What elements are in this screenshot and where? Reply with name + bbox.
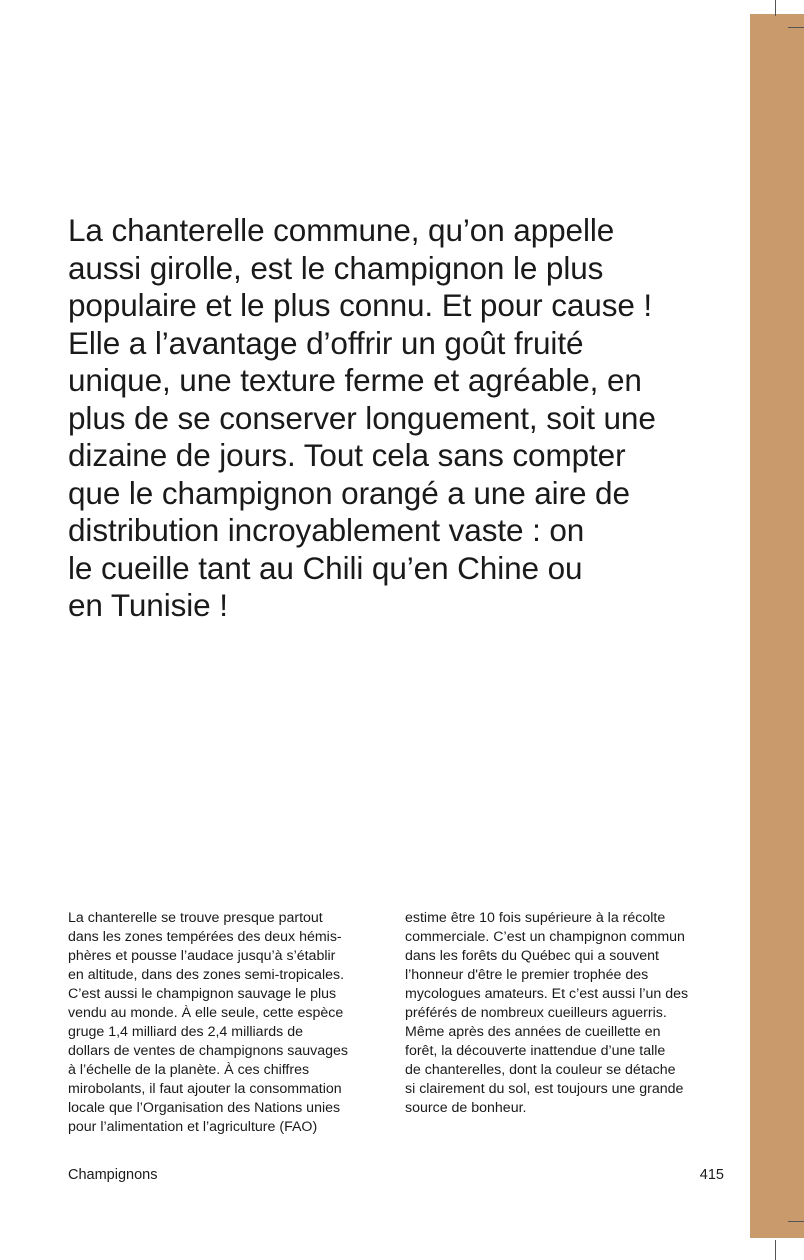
crop-mark-top-right: [788, 27, 804, 28]
lead-line: en Tunisie !: [68, 587, 228, 623]
lead-line: Elle a l’avantage d’offrir un goût fruité: [68, 324, 584, 361]
running-footer-title: Champignons: [68, 1167, 158, 1183]
lead-line: unique, une texture ferme et agréable, en: [68, 362, 642, 398]
lead-line: dizaine de jours. Tout cela sans compter: [68, 437, 626, 473]
body-line: C’est aussi le champignon sauvage le plus: [68, 986, 337, 1002]
body-line: l’honneur d'être le premier trophée des: [405, 967, 649, 983]
lead-line: plus de se conserver longuement, soit une: [68, 399, 656, 436]
body-line: dans les forêts du Québec qui a souvent: [405, 948, 659, 964]
body-column-right: [405, 909, 735, 1118]
body-line: source de bonheur.: [405, 1100, 527, 1116]
lead-line: populaire et le plus connu. Et pour cause !: [68, 287, 653, 323]
body-line: mycologues amateurs. Et c’est aussi l’un des: [405, 986, 689, 1002]
crop-mark-bottom-right: [788, 1221, 804, 1222]
lead-line: La chanterelle commune, qu’on appelle: [68, 212, 615, 248]
body-line: à l’échelle de la planète. À ces chiffres: [68, 1062, 310, 1078]
chapter-color-tab: [750, 14, 804, 1238]
body-line: en altitude, dans des zones semi-tropicales.: [68, 967, 345, 983]
body-line: La chanterelle se trouve presque partout: [68, 910, 323, 926]
body-line: dollars de ventes de champignons sauvages: [68, 1043, 348, 1059]
lead-paragraph: [68, 212, 728, 625]
body-line: si clairement du sol, est toujours une grande: [405, 1081, 684, 1097]
page-number: 415: [699, 1167, 724, 1183]
body-line: de chanterelles, dont la couleur se détache: [405, 1062, 676, 1078]
body-line: gruge 1,4 milliard des 2,4 milliards de: [68, 1024, 303, 1040]
body-line: Même après des années de cueillette en: [405, 1024, 661, 1040]
body-column-left: [68, 909, 386, 1137]
body-line: estime être 10 fois supérieure à la récolte: [405, 910, 666, 926]
body-line: préférés de nombreux cueilleurs aguerris.: [405, 1005, 667, 1021]
crop-mark-bottom: [775, 1240, 776, 1260]
body-line: locale que l’Organisation des Nations unies: [68, 1100, 341, 1116]
body-line: forêt, la découverte inattendue d’une talle: [405, 1043, 666, 1059]
crop-mark-top: [775, 0, 776, 16]
lead-line: que le champignon orangé a une aire de: [68, 474, 630, 511]
body-line: mirobolants, il faut ajouter la consommation: [68, 1081, 342, 1097]
lead-line: aussi girolle, est le champignon le plus: [68, 249, 604, 286]
body-line: phères et pousse l’audace jusqu’à s’établir: [68, 948, 336, 964]
body-line: pour l’alimentation et l’agriculture (FAO): [68, 1119, 318, 1135]
body-line: vendu au monde. À elle seule, cette espèce: [68, 1005, 344, 1021]
body-line: dans les zones tempérées des deux hémis-: [68, 929, 342, 945]
lead-line: distribution incroyablement vaste : on: [68, 512, 585, 548]
body-line: commerciale. C’est un champignon commun: [405, 929, 685, 945]
lead-line: le cueille tant au Chili qu’en Chine ou: [68, 549, 583, 586]
